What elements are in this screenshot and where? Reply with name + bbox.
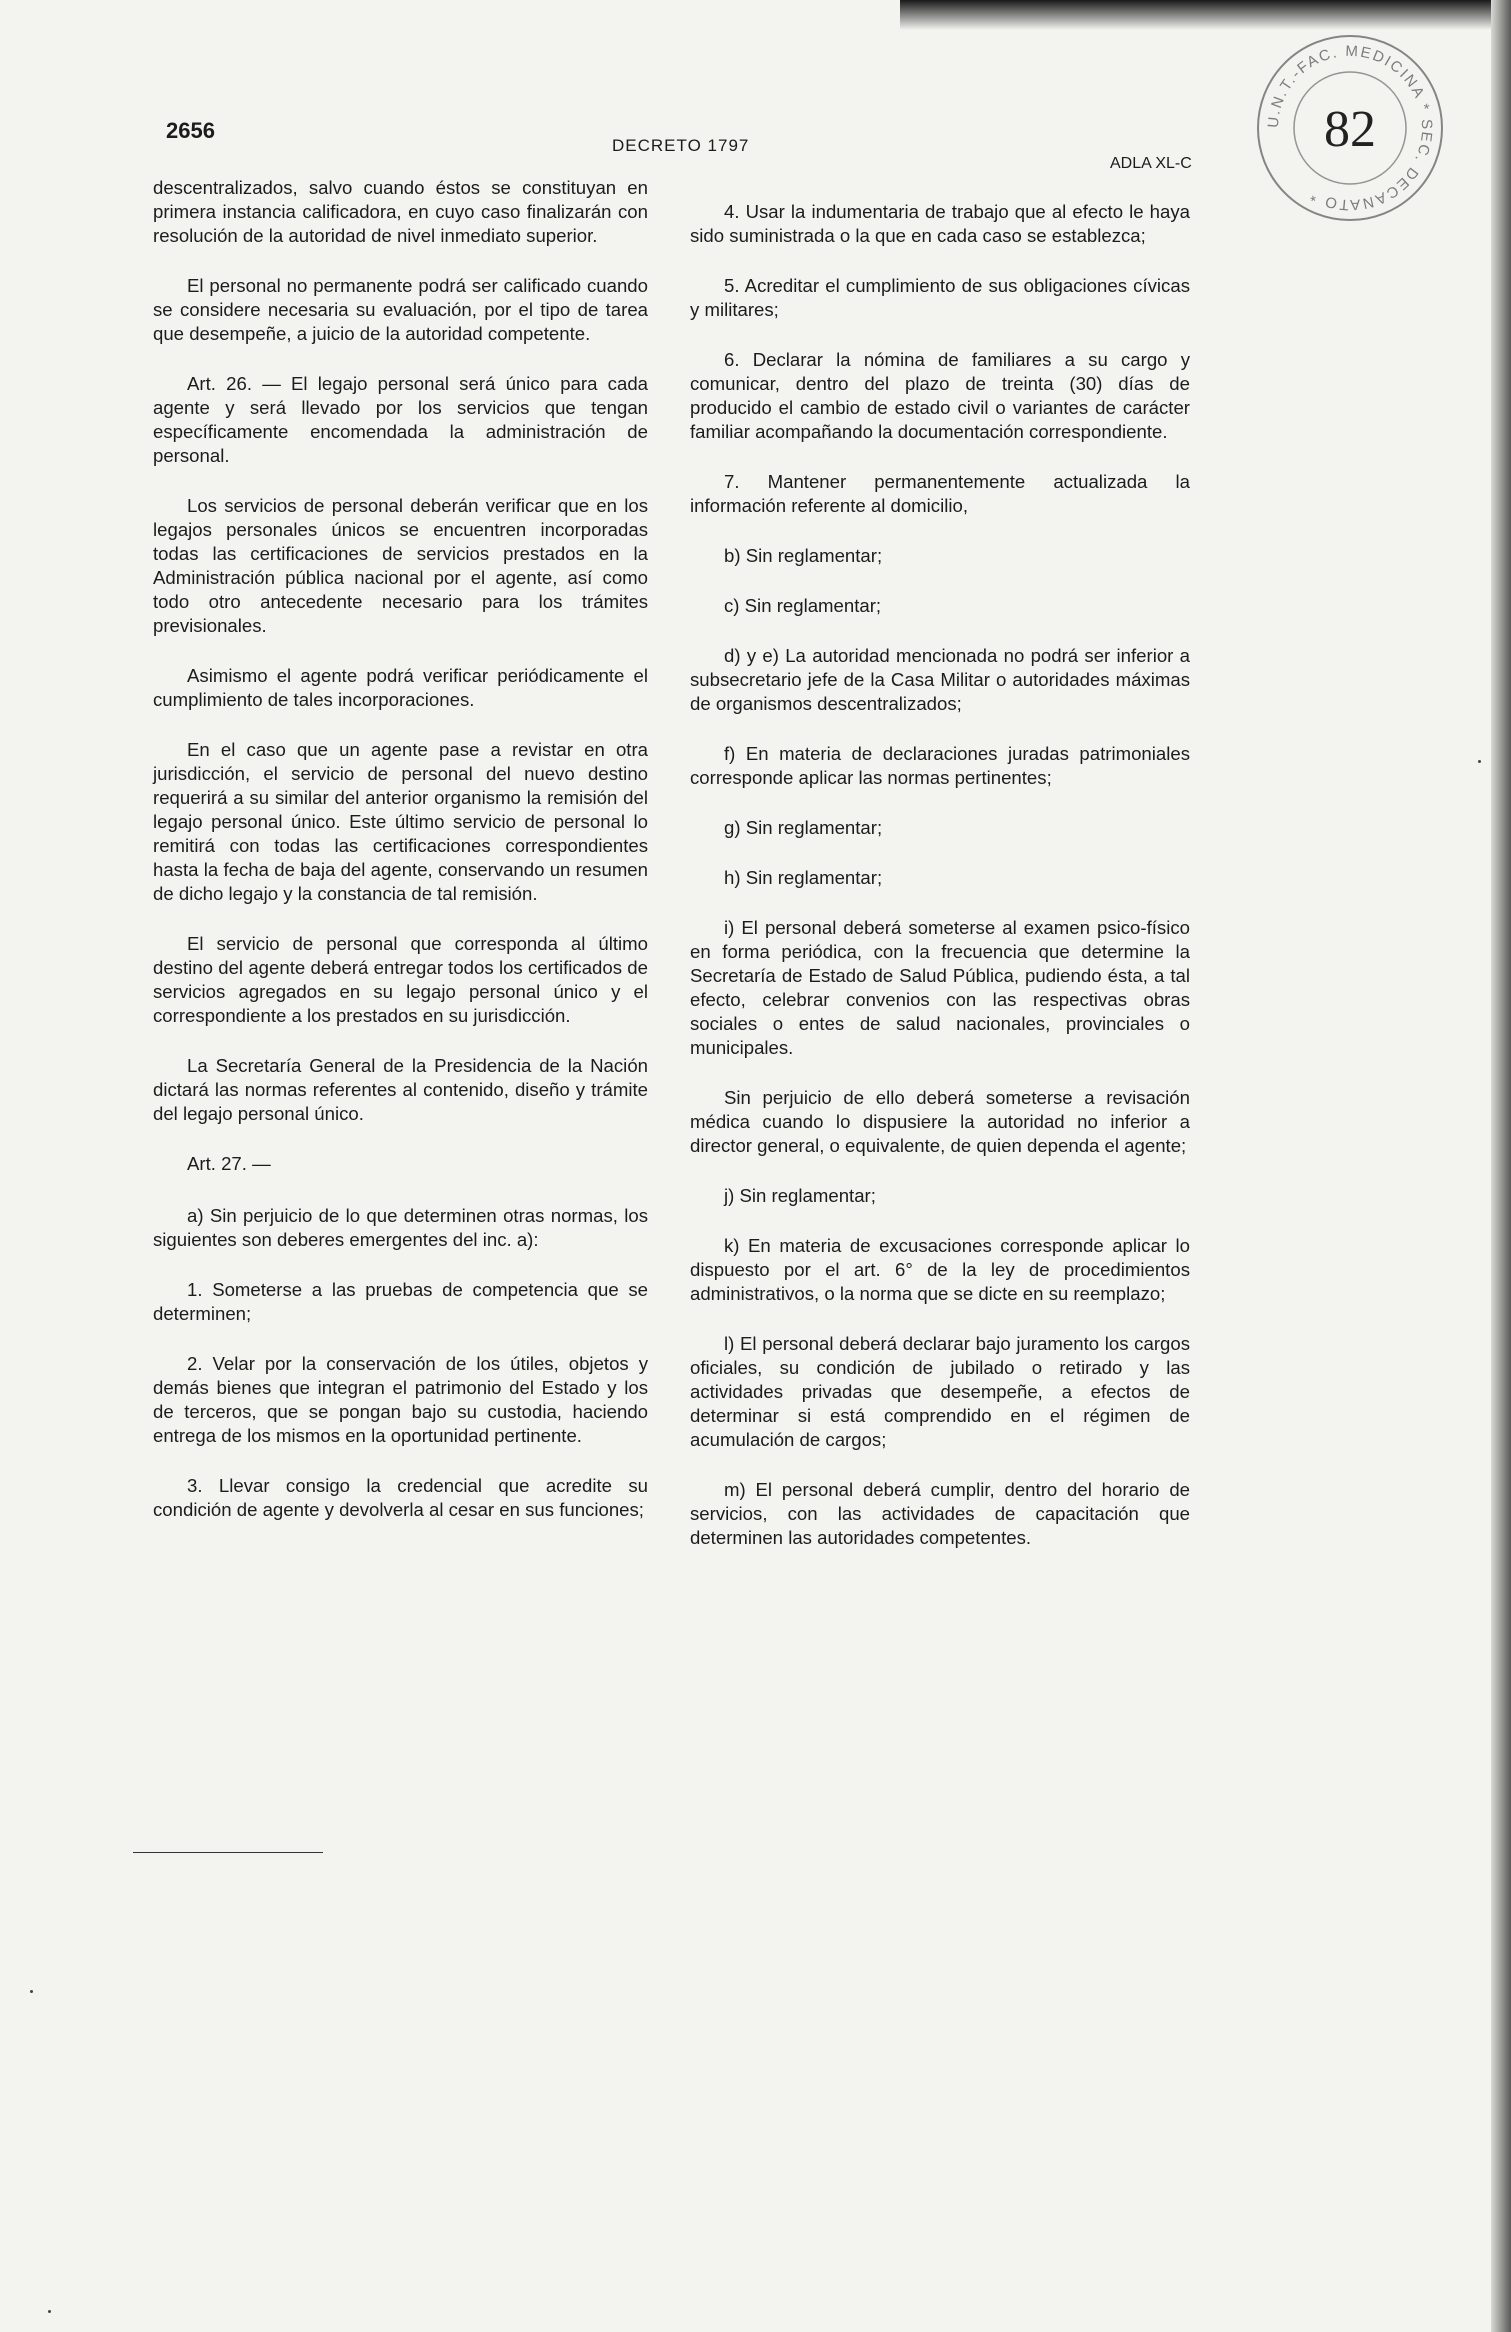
paragraph: b) Sin reglamentar; bbox=[724, 545, 883, 566]
stamp-number: 82 bbox=[1324, 101, 1376, 158]
paragraph: Sin perjuicio de ello deberá someterse a revisación médica cuando lo dispusiere la autoridad no inferior a director general, o equivalente, de quien dependa el agente; bbox=[690, 1087, 1190, 1156]
paragraph: descentralizados, salvo cuando éstos se constituyan en primera instancia calificadora, en cuyo caso finalizarán con resolución de la autoridad de nivel inmediato superior. bbox=[153, 177, 648, 246]
scan-speck bbox=[30, 1990, 33, 1993]
article-heading: Art. 27. — bbox=[187, 1153, 271, 1174]
paragraph: c) Sin reglamentar; bbox=[724, 595, 882, 616]
page-edge-shadow bbox=[1491, 0, 1511, 2332]
paragraph: a) Sin perjuicio de lo que determinen otras normas, los siguientes son deberes emergentes del inc. a): bbox=[153, 1205, 648, 1250]
page-number: 2656 bbox=[166, 118, 215, 143]
scan-speck bbox=[1478, 760, 1481, 763]
header-title: DECRETO 1797 bbox=[612, 136, 750, 155]
paragraph: k) En materia de excusaciones corresponde aplicar lo dispuesto por el art. 6° de la ley de procedimientos administrativos, o la norma que se dicte en su reemplazo; bbox=[690, 1235, 1190, 1304]
paragraph: g) Sin reglamentar; bbox=[724, 817, 883, 838]
right-column bbox=[690, 200, 1190, 1576]
paragraph: 1. Someterse a las pruebas de competencia que se determinen; bbox=[153, 1279, 648, 1324]
paragraph: El personal no permanente podrá ser calificado cuando se considere necesaria su evaluación, por el tipo de tarea que desempeñe, a juicio de la autoridad competente. bbox=[153, 275, 648, 344]
paragraph: 3. Llevar consigo la credencial que acredite su condición de agente y devolverla al cesar en sus funciones; bbox=[153, 1475, 648, 1520]
header-source: ADLA XL-C bbox=[1110, 155, 1192, 172]
paragraph: 2. Velar por la conservación de los útiles, objetos y demás bienes que integran el patrimonio del Estado y los de terceros, que se pongan bajo su custodia, haciendo entrega de los mismos en la oportunidad pertinente. bbox=[153, 1353, 648, 1446]
paragraph: l) El personal deberá declarar bajo juramento los cargos oficiales, su condición de jubilado o retirado y las actividades privadas que desempeñe, a efectos de determinar si está comprendido en el régimen de acumulación de cargos; bbox=[690, 1333, 1190, 1450]
scan-speck bbox=[48, 2310, 51, 2313]
paragraph: La Secretaría General de la Presidencia de la Nación dictará las normas referentes al contenido, diseño y trámite del legajo personal único. bbox=[153, 1055, 648, 1124]
paragraph: h) Sin reglamentar; bbox=[724, 867, 883, 888]
faculty-stamp bbox=[1252, 30, 1448, 226]
paragraph: m) El personal deberá cumplir, dentro del horario de servicios, con las actividades de capacitación que determinen las autoridades competentes. bbox=[690, 1479, 1190, 1548]
paragraph: 7. Mantener permanentemente actualizada la información referente al domicilio, bbox=[690, 471, 1190, 516]
paragraph: j) Sin reglamentar; bbox=[724, 1185, 876, 1206]
paragraph: En el caso que un agente pase a revistar en otra jurisdicción, el servicio de personal del nuevo destino requerirá a su similar del anterior organismo la remisión del legajo personal único. Este último servicio de personal lo remitirá con todas las certificaciones correspondientes hasta la fecha de baja del agente, conservando un resumen de dicho legajo y la constancia de tal remisión. bbox=[153, 739, 648, 904]
paragraph: 6. Declarar la nómina de familiares a su cargo y comunicar, dentro del plazo de treinta (30) días de producido el cambio de estado civil o variantes de carácter familiar acompañando la documentación correspondiente. bbox=[690, 349, 1190, 442]
paragraph: f) En materia de declaraciones juradas patrimoniales corresponde aplicar las normas pertinentes; bbox=[690, 743, 1190, 788]
paragraph: Asimismo el agente podrá verificar periódicamente el cumplimiento de tales incorporaciones. bbox=[153, 665, 648, 710]
paragraph: d) y e) La autoridad mencionada no podrá ser inferior a subsecretario jefe de la Casa Militar o autoridades máximas de organismos descentralizados; bbox=[690, 645, 1190, 714]
paragraph: 4. Usar la indumentaria de trabajo que al efecto le haya sido suministrada o la que en cada caso se establezca; bbox=[690, 201, 1190, 246]
paragraph: i) El personal deberá someterse al examen psico-físico en forma periódica, con la frecuencia que determine la Secretaría de Estado de Salud Pública, pudiendo ésta, a tal efecto, celebrar convenios con las respectivas obras sociales o entes de salud nacionales, provinciales o municipales. bbox=[690, 917, 1190, 1058]
stamp-ring-text: U.N.T.-FAC. MEDICINA * SEC. DECANATO * bbox=[1264, 42, 1436, 214]
paragraph: Los servicios de personal deberán verificar que en los legajos personales únicos se encuentren incorporadas todas las certificaciones de servicios prestados en la Administración pública nacional por el agente, así como todo otro antecedente necesario para los trámites previsionales. bbox=[153, 495, 648, 636]
paragraph: El servicio de personal que corresponda al último destino del agente deberá entregar todos los certificados de servicios agregados en su legajo personal único y el correspondiente a los prestados en su jurisdicción. bbox=[153, 933, 648, 1026]
paragraph: 5. Acreditar el cumplimiento de sus obligaciones cívicas y militares; bbox=[690, 275, 1190, 320]
left-column bbox=[153, 176, 648, 1548]
paragraph: Art. 26. — El legajo personal será único para cada agente y será llevado por los servicios que tengan específicamente encomendada la administración de personal. bbox=[153, 373, 648, 466]
scan-shadow bbox=[900, 0, 1511, 30]
footer-rule bbox=[133, 1852, 323, 1853]
